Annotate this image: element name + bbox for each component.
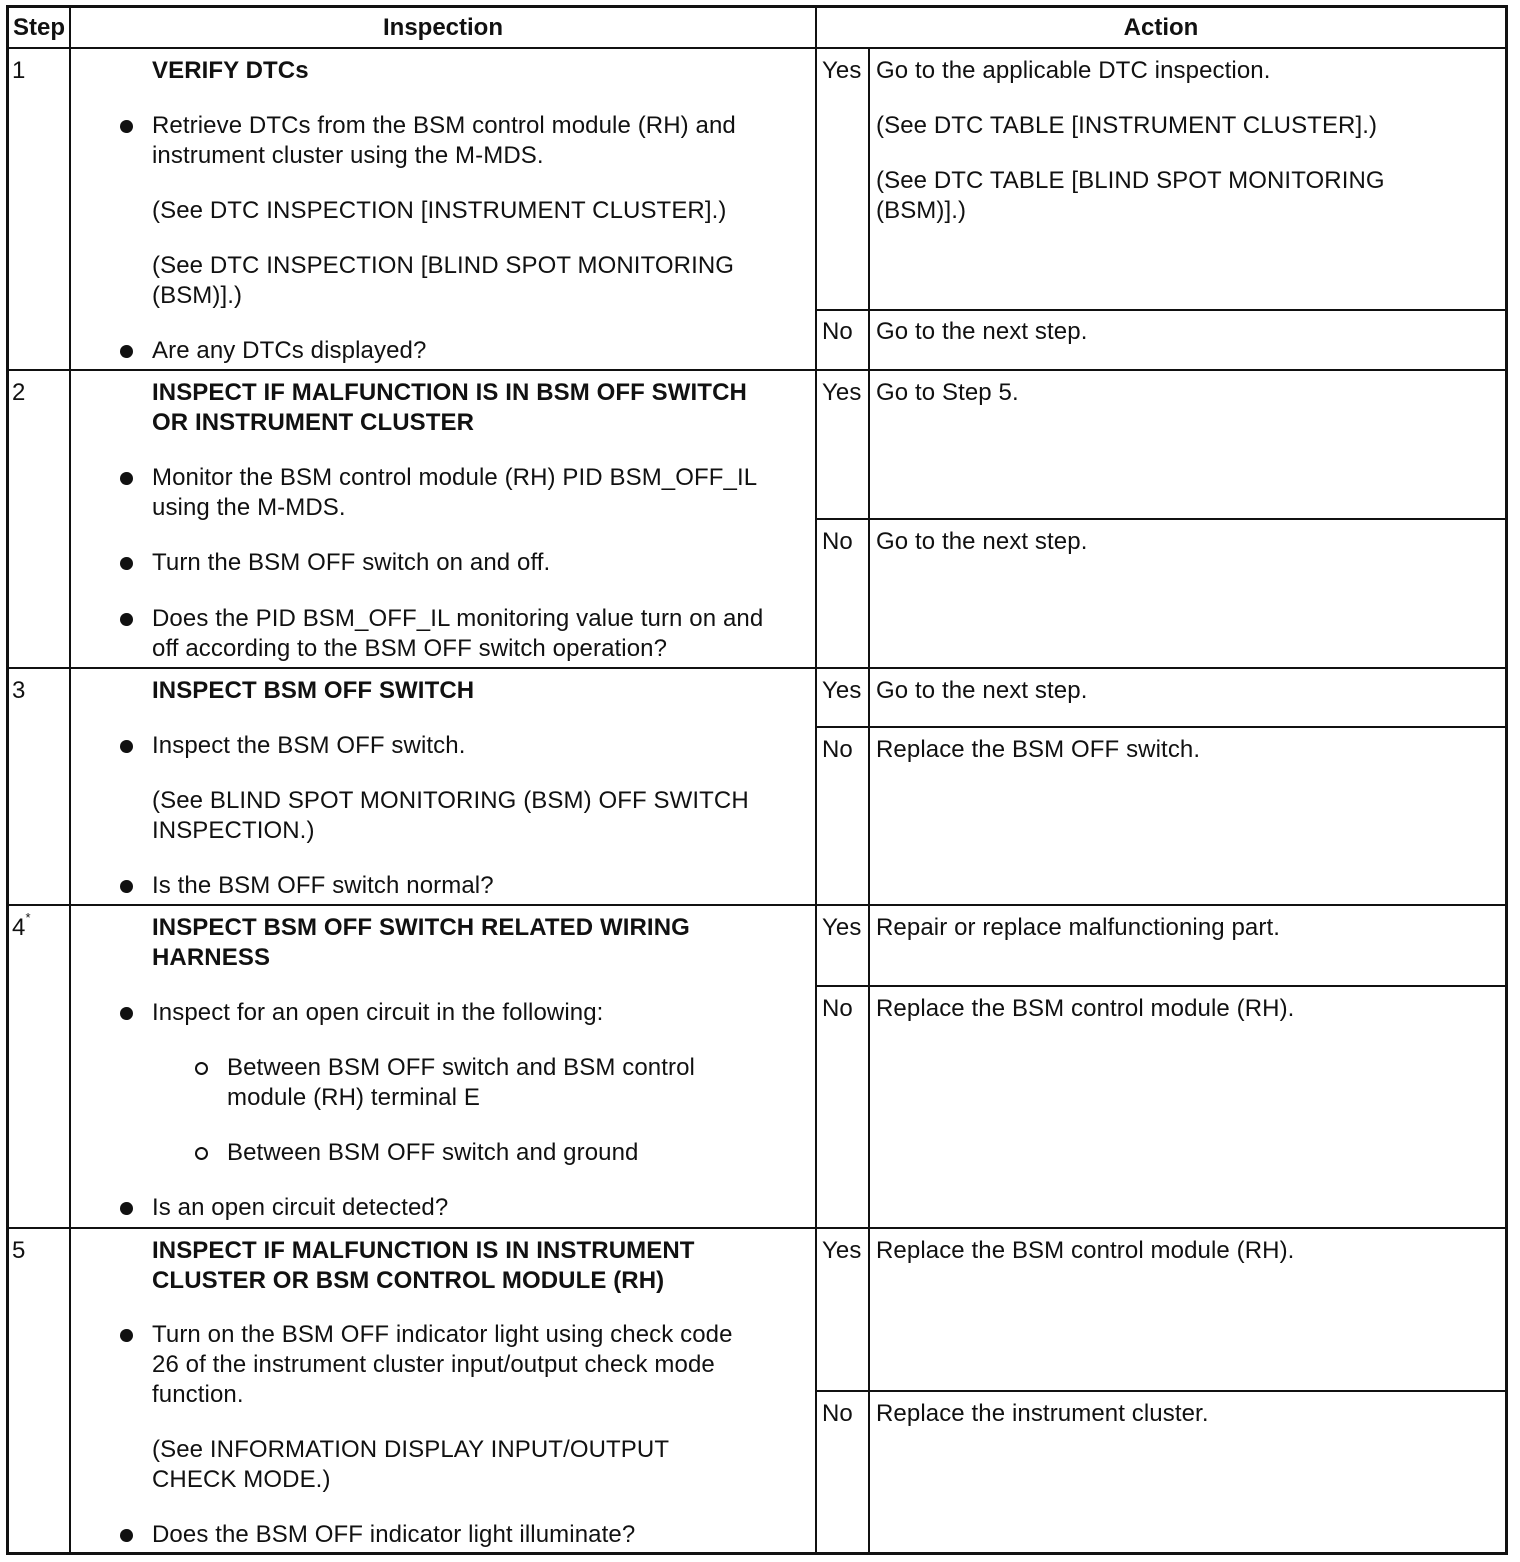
yes-label: Yes	[822, 379, 862, 406]
inspection-reference: (See DTC INSPECTION [BLIND SPOT MONITORING	[152, 252, 735, 279]
row-divider-1	[6, 369, 1508, 371]
inspection-reference: (See INFORMATION DISPLAY INPUT/OUTPUT	[152, 1436, 670, 1463]
inspection-text: instrument cluster using the M-MDS.	[152, 142, 544, 169]
yes-label: Yes	[822, 914, 862, 941]
no-action: Go to the next step.	[876, 528, 1088, 555]
inspection-question: Are any DTCs displayed?	[152, 337, 427, 364]
inspection-title: CLUSTER OR BSM CONTROL MODULE (RH)	[152, 1267, 665, 1294]
table-border-right	[1505, 5, 1508, 1555]
inspection-text: Retrieve DTCs from the BSM control module (RH) and	[152, 112, 736, 139]
header-action: Action	[1123, 14, 1199, 41]
bullet-icon	[120, 1202, 133, 1215]
step-footnote-mark: *	[25, 910, 31, 925]
no-label: No	[822, 995, 853, 1022]
sub-bullet-icon	[195, 1147, 208, 1160]
yes-action: Go to Step 5.	[876, 379, 1019, 406]
table-border-bottom	[6, 1552, 1508, 1555]
bullet-icon	[120, 472, 133, 485]
yes-action: (See DTC TABLE [BLIND SPOT MONITORING	[876, 167, 1385, 194]
yes-action: Go to the applicable DTC inspection.	[876, 57, 1271, 84]
yesno-divider-4	[815, 985, 1507, 987]
row-divider-3	[6, 904, 1508, 906]
sub-bullet-icon	[195, 1062, 208, 1075]
yesno-divider-1	[815, 309, 1507, 311]
no-label: No	[822, 318, 853, 345]
no-action: Go to the next step.	[876, 318, 1088, 345]
inspection-text: 26 of the instrument cluster input/output check mode	[152, 1351, 715, 1378]
inspection-title: HARNESS	[152, 944, 271, 971]
step-number: 5	[12, 1237, 26, 1264]
inspection-question: Does the PID BSM_OFF_IL monitoring value turn on and	[152, 605, 764, 632]
bullet-icon	[120, 1529, 133, 1542]
step-number: 1	[12, 57, 26, 84]
no-label: No	[822, 736, 853, 763]
yes-label: Yes	[822, 57, 862, 84]
step-number: 3	[12, 677, 26, 704]
inspection-text: Inspect the BSM OFF switch.	[152, 732, 466, 759]
inspection-text: Turn the BSM OFF switch on and off.	[152, 549, 551, 576]
header-divider	[6, 47, 1508, 49]
bullet-icon	[120, 1329, 133, 1342]
no-action: Replace the instrument cluster.	[876, 1400, 1209, 1427]
header-inspection: Inspection	[382, 14, 503, 41]
inspection-text: function.	[152, 1381, 244, 1408]
table-border-left	[6, 5, 9, 1555]
no-label: No	[822, 1400, 853, 1427]
no-action: Replace the BSM control module (RH).	[876, 995, 1295, 1022]
bullet-icon	[120, 345, 133, 358]
inspection-question: off according to the BSM OFF switch operation?	[152, 635, 668, 662]
inspection-text: Inspect for an open circuit in the following:	[152, 999, 604, 1026]
yes-label: Yes	[822, 677, 862, 704]
column-divider-step	[69, 5, 71, 1555]
inspection-text: using the M-MDS.	[152, 494, 346, 521]
step-number: 4*	[12, 910, 31, 941]
inspection-subitem: Between BSM OFF switch and ground	[227, 1139, 639, 1166]
bullet-icon	[120, 613, 133, 626]
inspection-text: Turn on the BSM OFF indicator light using check code	[152, 1321, 733, 1348]
bullet-icon	[120, 1007, 133, 1020]
no-label: No	[822, 528, 853, 555]
inspection-question: Does the BSM OFF indicator light illuminate?	[152, 1521, 636, 1548]
bullet-icon	[120, 740, 133, 753]
yes-action: Replace the BSM control module (RH).	[876, 1237, 1295, 1264]
inspection-question: Is the BSM OFF switch normal?	[152, 872, 494, 899]
step-number: 2	[12, 379, 26, 406]
yes-action: (See DTC TABLE [INSTRUMENT CLUSTER].)	[876, 112, 1378, 139]
inspection-subitem: module (RH) terminal E	[227, 1084, 480, 1111]
inspection-reference: (BSM)].)	[152, 282, 243, 309]
yes-action: (BSM)].)	[876, 197, 967, 224]
column-divider-yesno	[868, 48, 870, 1555]
header-step: Step	[12, 14, 65, 41]
inspection-reference: (See DTC INSPECTION [INSTRUMENT CLUSTER].)	[152, 197, 727, 224]
yes-label: Yes	[822, 1237, 862, 1264]
inspection-title: OR INSTRUMENT CLUSTER	[152, 409, 475, 436]
inspection-title: INSPECT IF MALFUNCTION IS IN INSTRUMENT	[152, 1237, 695, 1264]
row-divider-4	[6, 1227, 1508, 1229]
yes-action: Go to the next step.	[876, 677, 1088, 704]
row-divider-2	[6, 667, 1508, 669]
inspection-reference: CHECK MODE.)	[152, 1466, 331, 1493]
table-border-top	[6, 5, 1508, 8]
inspection-title: VERIFY DTCs	[152, 57, 309, 84]
inspection-title: INSPECT BSM OFF SWITCH RELATED WIRING	[152, 914, 690, 941]
bullet-icon	[120, 120, 133, 133]
inspection-text: Monitor the BSM control module (RH) PID BSM_OFF_IL	[152, 464, 758, 491]
yesno-divider-2	[815, 518, 1507, 520]
bullet-icon	[120, 557, 133, 570]
inspection-title: INSPECT IF MALFUNCTION IS IN BSM OFF SWITCH	[152, 379, 747, 406]
inspection-title: INSPECT BSM OFF SWITCH	[152, 677, 475, 704]
yesno-divider-5	[815, 1390, 1507, 1392]
no-action: Replace the BSM OFF switch.	[876, 736, 1201, 763]
column-divider-inspection	[815, 5, 817, 1555]
inspection-reference: INSPECTION.)	[152, 817, 315, 844]
yesno-divider-3	[815, 726, 1507, 728]
bullet-icon	[120, 880, 133, 893]
inspection-question: Is an open circuit detected?	[152, 1194, 449, 1221]
inspection-subitem: Between BSM OFF switch and BSM control	[227, 1054, 695, 1081]
inspection-reference: (See BLIND SPOT MONITORING (BSM) OFF SWITCH	[152, 787, 749, 814]
yes-action: Repair or replace malfunctioning part.	[876, 914, 1281, 941]
